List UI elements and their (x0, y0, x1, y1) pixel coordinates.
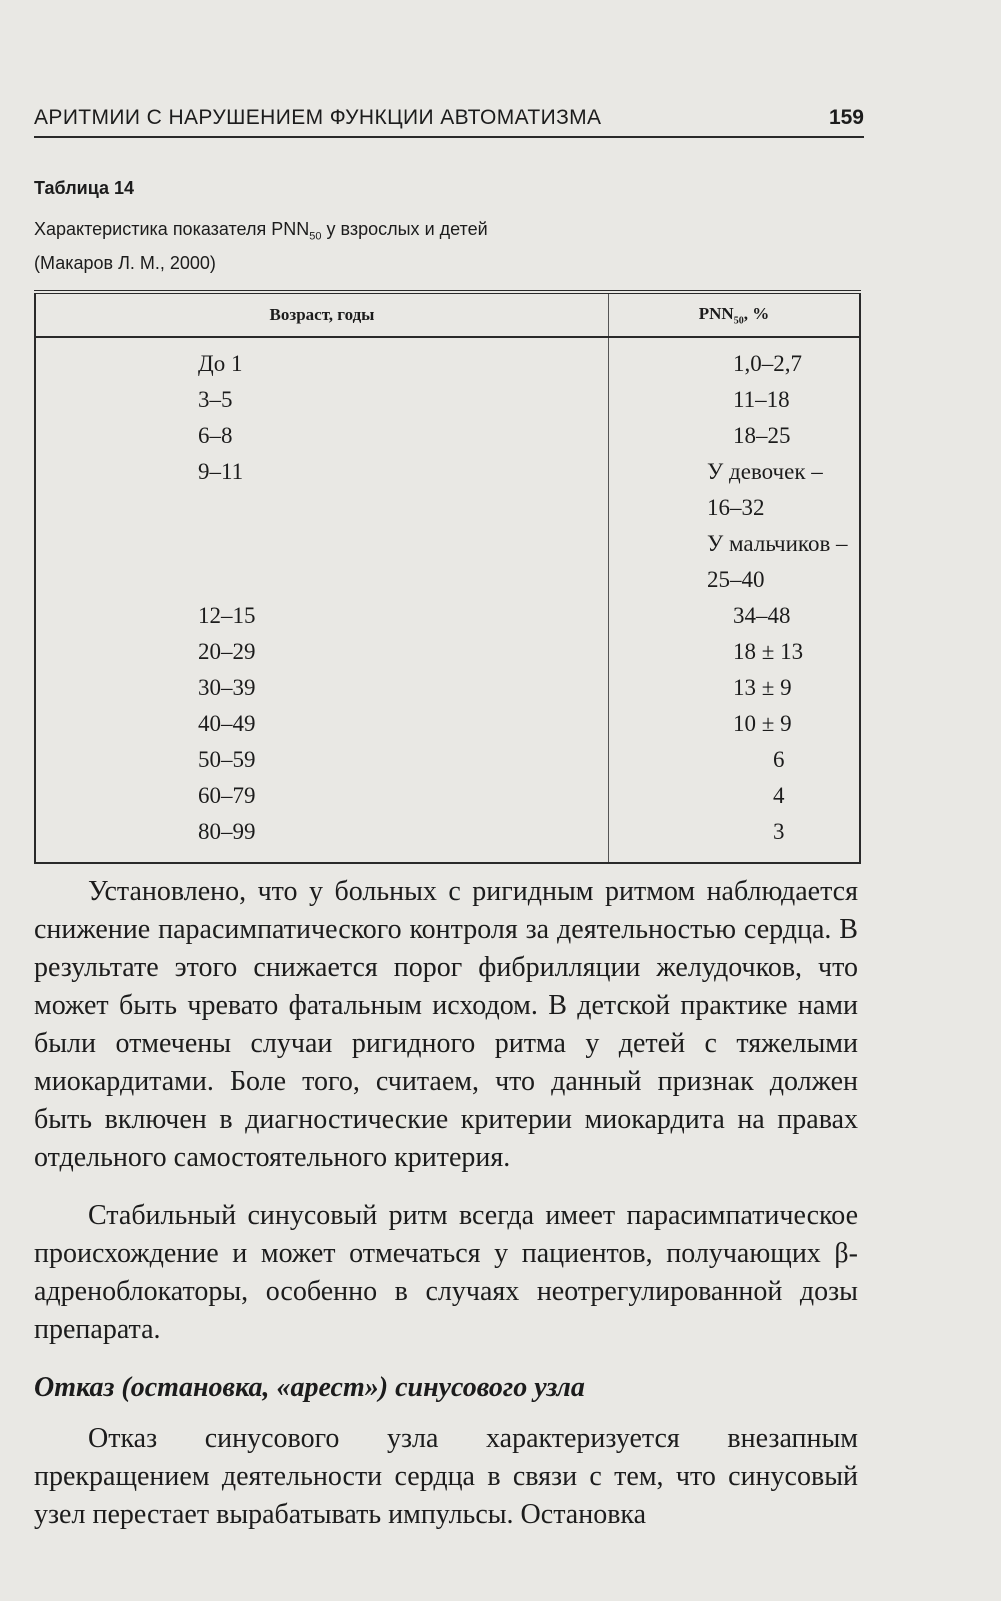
paragraph-sinus-arrest (34, 1420, 858, 1534)
table-label: Таблица 14 (34, 178, 135, 198)
value-boys: У мальчиков – 25–40 (707, 531, 848, 592)
table-row (35, 706, 860, 742)
page-number: 159 (828, 106, 864, 129)
paragraph-text: Установлено, что у больных с ригидным ритмом наблюдается снижение парасимпатического контроля за деятельностью сердца. В результате этого снижается порог фибрилляции желудочков, что может быть чревато фатальным исходом. В детской практике нами были отмечены случаи ригидного ритма у детей с тяжелыми миокардитами. Боле того, считаем, что данный признак должен быть включен в диагностические критерии миокардита на правах отдельного самостоятельного критерия. (34, 876, 858, 1173)
value-cell: 6 (773, 747, 785, 772)
value-cell (609, 454, 861, 598)
caption-source: (Макаров Л. М., 2000) (34, 252, 216, 273)
table-row (35, 337, 860, 382)
table-row (35, 634, 860, 670)
table-row (35, 598, 860, 634)
header-rule (34, 136, 864, 138)
table-row (35, 778, 860, 814)
caption-subscript: 50 (309, 230, 322, 243)
running-title: АРИТМИИ С НАРУШЕНИЕМ ФУНКЦИИ АВТОМАТИЗМА (34, 106, 602, 129)
age-cell: 80–99 (35, 814, 609, 863)
paragraph-text: Отказ синусового узла характеризуется внезапным прекращением деятельности сердца в связи с тем, что синусовый узел перестает вырабатывать импульсы. Остановка (34, 1423, 858, 1530)
table-row (35, 670, 860, 706)
value-cell: 34–48 (733, 603, 791, 628)
pnn50-table (34, 290, 861, 864)
section-heading: Отказ (остановка, «арест») синусового узла (34, 1372, 585, 1403)
age-cell: 20–29 (35, 634, 609, 670)
age-cell: До 1 (35, 337, 609, 382)
table-row (35, 814, 860, 863)
age-cell: 40–49 (35, 706, 609, 742)
header-pnn: PNN (698, 303, 734, 323)
paragraph-text: Стабильный синусовый ритм всегда имеет парасимпатическое происхождение и может отмечаться у пациентов, получающих β-адреноблокаторы, особенно в случаях неотрегулированной дозы препарата. (34, 1200, 858, 1345)
table-row (35, 742, 860, 778)
value-cell: 3 (773, 819, 785, 844)
value-girls: У девочек – 16–32 (707, 459, 823, 520)
age-cell: 6–8 (35, 418, 609, 454)
header-subscript: 50 (733, 315, 744, 327)
value-cell: 18 ± 13 (733, 639, 804, 664)
age-cell: 12–15 (35, 598, 609, 634)
table-row (35, 454, 860, 598)
paragraph-rigid-rhythm (34, 873, 858, 1177)
column-header-age: Возраст, годы (35, 292, 609, 337)
table-caption (34, 216, 834, 276)
value-cell: 10 ± 9 (733, 711, 792, 736)
age-cell: 3–5 (35, 382, 609, 418)
caption-text-end: у взрослых и детей (321, 219, 488, 239)
table-row (35, 382, 860, 418)
table-header-row (35, 292, 860, 337)
age-cell: 9–11 (35, 454, 609, 598)
running-head (34, 106, 864, 142)
age-cell: 30–39 (35, 670, 609, 706)
column-header-pnn50 (609, 292, 861, 337)
age-cell: 60–79 (35, 778, 609, 814)
age-cell: 50–59 (35, 742, 609, 778)
value-cell: 1,0–2,7 (733, 351, 802, 376)
paragraph-stable-rhythm (34, 1197, 858, 1349)
table-row (35, 418, 860, 454)
value-cell: 4 (773, 783, 785, 808)
value-cell: 18–25 (733, 423, 791, 448)
header-unit: , % (743, 303, 770, 323)
caption-text: Характеристика показателя PNN (34, 219, 310, 239)
value-cell: 13 ± 9 (733, 675, 792, 700)
value-cell: 11–18 (733, 387, 790, 412)
